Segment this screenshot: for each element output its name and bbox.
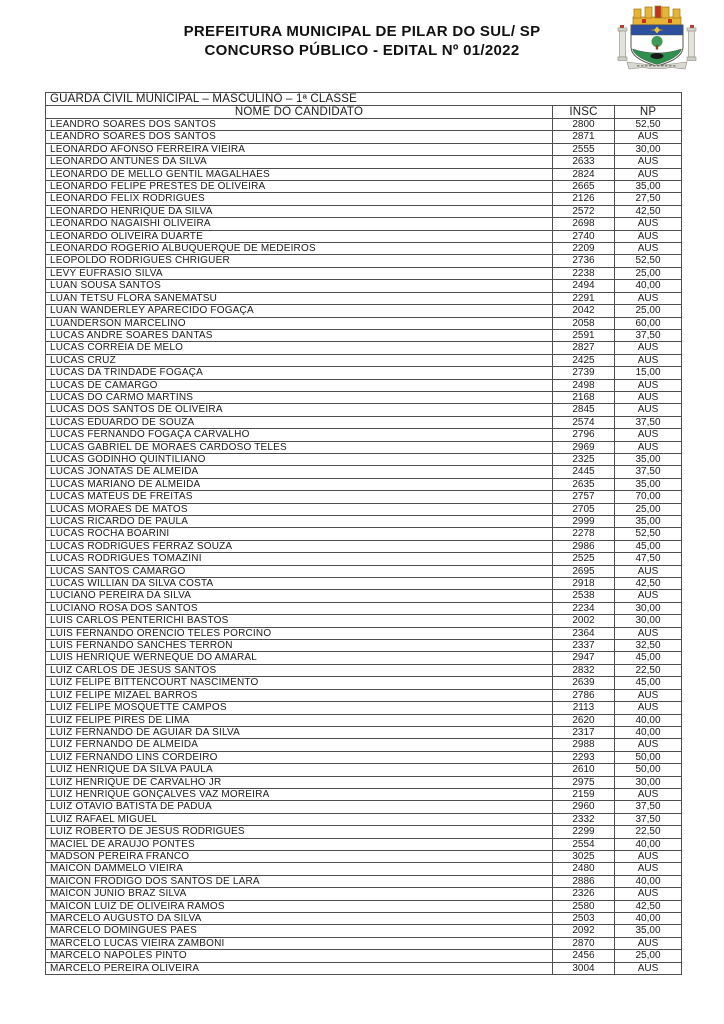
np-cell: 40,00 xyxy=(615,913,682,925)
insc-cell: 2635 xyxy=(553,478,615,490)
np-cell: AUS xyxy=(615,342,682,354)
np-cell: 60,00 xyxy=(615,317,682,329)
insc-cell: 2325 xyxy=(553,453,615,465)
candidate-name-cell: LUCAS ANDRE SOARES DANTAS xyxy=(46,329,553,341)
candidate-name-cell: LUIZ FELIPE BITTENCOURT NASCIMENTO xyxy=(46,677,553,689)
insc-cell: 2886 xyxy=(553,875,615,887)
insc-cell: 2975 xyxy=(553,776,615,788)
coat-of-arms-icon xyxy=(617,5,697,75)
insc-cell: 3025 xyxy=(553,850,615,862)
insc-cell: 2456 xyxy=(553,950,615,962)
insc-cell: 2238 xyxy=(553,267,615,279)
np-cell: 25,00 xyxy=(615,267,682,279)
candidate-name-cell: LUCIANO ROSA DOS SANTOS xyxy=(46,602,553,614)
insc-cell: 2786 xyxy=(553,689,615,701)
candidate-name-cell: LEONARDO NAGAISHI OLIVEIRA xyxy=(46,218,553,230)
np-cell: 25,00 xyxy=(615,503,682,515)
np-cell: 40,00 xyxy=(615,280,682,292)
table-row xyxy=(46,652,682,664)
table-row xyxy=(46,391,682,403)
table-row xyxy=(46,503,682,515)
table-row xyxy=(46,478,682,490)
crest-crown xyxy=(633,6,681,25)
np-cell: AUS xyxy=(615,230,682,242)
insc-cell: 2871 xyxy=(553,131,615,143)
table-row xyxy=(46,491,682,503)
candidate-name-cell: MARCELO DOMINGUES PAES xyxy=(46,925,553,937)
candidate-name-cell: LEOPOLDO RODRIGUES CHRIGUER xyxy=(46,255,553,267)
insc-cell: 2796 xyxy=(553,429,615,441)
candidate-name-cell: LUIZ OTAVIO BATISTA DE PADUA xyxy=(46,801,553,813)
insc-cell: 2113 xyxy=(553,702,615,714)
table-row xyxy=(46,267,682,279)
np-cell: 37,50 xyxy=(615,801,682,813)
np-cell: 32,50 xyxy=(615,640,682,652)
np-cell: 37,50 xyxy=(615,813,682,825)
candidate-name-cell: LUCAS MARIANO DE ALMEIDA xyxy=(46,478,553,490)
candidate-name-cell: LUCAS SANTOS CAMARGO xyxy=(46,565,553,577)
candidate-name-cell: LUCIANO PEREIRA DA SILVA xyxy=(46,590,553,602)
table-row xyxy=(46,553,682,565)
candidate-name-cell: LEONARDO ANTUNES DA SILVA xyxy=(46,156,553,168)
table-row xyxy=(46,590,682,602)
table-row xyxy=(46,925,682,937)
table-row xyxy=(46,205,682,217)
candidate-name-cell: MARCELO LUCAS VIEIRA ZAMBONI xyxy=(46,937,553,949)
np-cell: AUS xyxy=(615,788,682,800)
candidate-name-cell: LEONARDO HENRIQUE DA SILVA xyxy=(46,205,553,217)
candidate-name-cell: LEONARDO AFONSO FERREIRA VIEIRA xyxy=(46,143,553,155)
candidate-name-cell: LUIZ FERNANDO LINS CORDEIRO xyxy=(46,751,553,763)
candidate-name-cell: LUIZ FELIPE MIZAEL BARROS xyxy=(46,689,553,701)
table-row xyxy=(46,962,682,974)
table-row xyxy=(46,243,682,255)
insc-cell: 2740 xyxy=(553,230,615,242)
table-row xyxy=(46,143,682,155)
section-header-row xyxy=(46,93,682,106)
insc-cell: 2126 xyxy=(553,193,615,205)
table-row xyxy=(46,466,682,478)
candidate-name-cell: LUCAS RODRIGUES FERRAZ SOUZA xyxy=(46,540,553,552)
results-table xyxy=(45,92,682,975)
np-cell: 25,00 xyxy=(615,950,682,962)
candidate-name-cell: LEONARDO FELIX RODRIGUES xyxy=(46,193,553,205)
table-row xyxy=(46,441,682,453)
candidate-name-cell: LUIS FERNANDO SANCHES TERRON xyxy=(46,640,553,652)
insc-cell: 2480 xyxy=(553,863,615,875)
insc-cell: 2503 xyxy=(553,913,615,925)
np-cell: AUS xyxy=(615,565,682,577)
candidate-name-cell: LUIS HENRIQUE WERNEQUE DO AMARAL xyxy=(46,652,553,664)
np-cell: 30,00 xyxy=(615,143,682,155)
insc-cell: 2291 xyxy=(553,292,615,304)
candidate-name-cell: MARCELO NAPOLES PINTO xyxy=(46,950,553,962)
candidate-name-cell: MAICON JUNIO BRAZ SILVA xyxy=(46,888,553,900)
insc-cell: 2042 xyxy=(553,305,615,317)
candidate-name-cell: MAICON DAMMELO VIEIRA xyxy=(46,863,553,875)
np-cell: AUS xyxy=(615,131,682,143)
np-cell: 35,00 xyxy=(615,453,682,465)
table-row xyxy=(46,367,682,379)
table-row xyxy=(46,677,682,689)
table-row xyxy=(46,342,682,354)
np-cell: AUS xyxy=(615,702,682,714)
table-row xyxy=(46,193,682,205)
insc-cell: 2299 xyxy=(553,826,615,838)
candidate-name-cell: LUCAS DOS SANTOS DE OLIVEIRA xyxy=(46,404,553,416)
table-row xyxy=(46,354,682,366)
table-row xyxy=(46,900,682,912)
insc-cell: 2278 xyxy=(553,528,615,540)
insc-cell: 2999 xyxy=(553,516,615,528)
insc-cell: 2757 xyxy=(553,491,615,503)
insc-cell: 2620 xyxy=(553,714,615,726)
table-row xyxy=(46,764,682,776)
candidate-name-cell: LUCAS DO CARMO MARTINS xyxy=(46,391,553,403)
table-row xyxy=(46,751,682,763)
np-cell: 27,50 xyxy=(615,193,682,205)
candidate-name-cell: LEONARDO ROGERIO ALBUQUERQUE DE MEDEIROS xyxy=(46,243,553,255)
np-cell: AUS xyxy=(615,888,682,900)
np-cell: 45,00 xyxy=(615,652,682,664)
np-cell: AUS xyxy=(615,379,682,391)
np-cell: AUS xyxy=(615,850,682,862)
candidate-name-cell: LEANDRO SOARES DOS SANTOS xyxy=(46,131,553,143)
np-cell: AUS xyxy=(615,739,682,751)
insc-cell: 2554 xyxy=(553,838,615,850)
insc-cell: 2824 xyxy=(553,168,615,180)
section-header: GUARDA CIVIL MUNICIPAL – MASCULINO – 1ª CLASSE xyxy=(46,93,682,106)
insc-cell: 2610 xyxy=(553,764,615,776)
insc-cell: 2736 xyxy=(553,255,615,267)
insc-cell: 2988 xyxy=(553,739,615,751)
page-title-line1: PREFEITURA MUNICIPAL DE PILAR DO SUL/ SP xyxy=(183,23,541,40)
table-row xyxy=(46,888,682,900)
insc-cell: 2591 xyxy=(553,329,615,341)
candidate-name-cell: MARCELO AUGUSTO DA SILVA xyxy=(46,913,553,925)
table-row xyxy=(46,218,682,230)
candidate-name-cell: LUCAS DE CAMARGO xyxy=(46,379,553,391)
np-cell: 47,50 xyxy=(615,553,682,565)
insc-cell: 2293 xyxy=(553,751,615,763)
candidate-name-cell: MACIEL DE ARAÚJO PONTES xyxy=(46,838,553,850)
insc-cell: 2639 xyxy=(553,677,615,689)
np-cell: 22,50 xyxy=(615,826,682,838)
insc-cell: 2555 xyxy=(553,143,615,155)
table-row xyxy=(46,329,682,341)
insc-cell: 2168 xyxy=(553,391,615,403)
table-row xyxy=(46,528,682,540)
table-row xyxy=(46,875,682,887)
candidate-name-cell: MARCELO PEREIRA OLIVEIRA xyxy=(46,962,553,974)
candidate-name-cell: LUCAS MATEUS DE FREITAS xyxy=(46,491,553,503)
candidate-name-cell: LUAN TETSU FLORA SANEMATSU xyxy=(46,292,553,304)
table-row xyxy=(46,379,682,391)
table-row xyxy=(46,181,682,193)
table-row xyxy=(46,714,682,726)
np-cell: AUS xyxy=(615,292,682,304)
table-row xyxy=(46,119,682,131)
np-cell: 52,50 xyxy=(615,119,682,131)
np-cell: 40,00 xyxy=(615,875,682,887)
page-title-line2: CONCURSO PÚBLICO - EDITAL Nº 01/2022 xyxy=(204,42,520,59)
candidate-name-cell: LEVY EUFRASIO SILVA xyxy=(46,267,553,279)
candidate-name-cell: MADSON PEREIRA FRANCO xyxy=(46,850,553,862)
np-cell: 35,00 xyxy=(615,925,682,937)
table-row xyxy=(46,702,682,714)
table-row xyxy=(46,156,682,168)
candidate-name-cell: LUIZ FELIPE PIRES DE LIMA xyxy=(46,714,553,726)
candidate-name-cell: LUIZ HENRIQUE DA SILVA PAULA xyxy=(46,764,553,776)
np-cell: 50,00 xyxy=(615,751,682,763)
table-row xyxy=(46,850,682,862)
insc-cell: 2800 xyxy=(553,119,615,131)
np-cell: 30,00 xyxy=(615,776,682,788)
insc-cell: 2574 xyxy=(553,416,615,428)
np-cell: 30,00 xyxy=(615,602,682,614)
candidate-name-cell: LUCAS DA TRINDADE FOGAÇA xyxy=(46,367,553,379)
table-row xyxy=(46,416,682,428)
candidate-name-cell: MAICON FRODIGO DOS SANTOS DE LARA xyxy=(46,875,553,887)
np-cell: AUS xyxy=(615,218,682,230)
insc-cell: 2845 xyxy=(553,404,615,416)
insc-cell: 2332 xyxy=(553,813,615,825)
np-cell: AUS xyxy=(615,441,682,453)
np-cell: AUS xyxy=(615,863,682,875)
table-row xyxy=(46,788,682,800)
np-cell: AUS xyxy=(615,243,682,255)
candidate-name-cell: LUCAS ROCHA BOARINI xyxy=(46,528,553,540)
crest-shield xyxy=(631,25,683,66)
table-row xyxy=(46,317,682,329)
candidate-name-cell: LUIS CARLOS PENTERICHI BASTOS xyxy=(46,615,553,627)
insc-cell: 3004 xyxy=(553,962,615,974)
candidate-name-cell: LUIZ HENRIQUE GONÇALVES VAZ MOREIRA xyxy=(46,788,553,800)
insc-cell: 2633 xyxy=(553,156,615,168)
table-row xyxy=(46,230,682,242)
np-cell: 30,00 xyxy=(615,615,682,627)
candidate-name-cell: LUCAS RICARDO DE PAULA xyxy=(46,516,553,528)
candidate-name-cell: LUIZ HENRIQUE DE CARVALHO JR xyxy=(46,776,553,788)
insc-cell: 2739 xyxy=(553,367,615,379)
results-tbody xyxy=(46,119,682,975)
np-cell: AUS xyxy=(615,937,682,949)
candidate-name-cell: LUIZ FERNANDO DE AGUIAR DA SILVA xyxy=(46,726,553,738)
np-cell: AUS xyxy=(615,590,682,602)
insc-cell: 2870 xyxy=(553,937,615,949)
insc-cell: 2525 xyxy=(553,553,615,565)
table-row xyxy=(46,826,682,838)
table-row xyxy=(46,726,682,738)
candidate-name-cell: LUCAS EDUARDO DE SOUZA xyxy=(46,416,553,428)
np-cell: 25,00 xyxy=(615,305,682,317)
insc-cell: 2317 xyxy=(553,726,615,738)
table-row xyxy=(46,305,682,317)
np-cell: 35,00 xyxy=(615,516,682,528)
table-row xyxy=(46,429,682,441)
col-header-candidate-name: NOME DO CANDIDATO xyxy=(46,106,553,119)
table-row xyxy=(46,913,682,925)
col-header-insc: INSC xyxy=(553,106,615,119)
table-row xyxy=(46,615,682,627)
np-cell: AUS xyxy=(615,627,682,639)
candidate-name-cell: LUAN WANDERLEY APARECIDO FOGAÇA xyxy=(46,305,553,317)
np-cell: 45,00 xyxy=(615,677,682,689)
np-cell: 42,50 xyxy=(615,205,682,217)
insc-cell: 2538 xyxy=(553,590,615,602)
insc-cell: 2960 xyxy=(553,801,615,813)
np-cell: AUS xyxy=(615,689,682,701)
np-cell: 42,50 xyxy=(615,900,682,912)
np-cell: 52,50 xyxy=(615,528,682,540)
candidate-name-cell: LUIZ CARLOS DE JESUS SANTOS xyxy=(46,664,553,676)
np-cell: 50,00 xyxy=(615,764,682,776)
candidate-name-cell: LUCAS JONATAS DE ALMEIDA xyxy=(46,466,553,478)
table-row xyxy=(46,578,682,590)
np-cell: 40,00 xyxy=(615,726,682,738)
table-row xyxy=(46,950,682,962)
insc-cell: 2698 xyxy=(553,218,615,230)
table-row xyxy=(46,627,682,639)
np-cell: 37,50 xyxy=(615,416,682,428)
table-row xyxy=(46,664,682,676)
table-row xyxy=(46,937,682,949)
table-row xyxy=(46,453,682,465)
insc-cell: 2705 xyxy=(553,503,615,515)
table-row xyxy=(46,838,682,850)
insc-cell: 2159 xyxy=(553,788,615,800)
candidate-name-cell: LUCAS GODINHO QUINTILIANO xyxy=(46,453,553,465)
np-cell: 52,50 xyxy=(615,255,682,267)
np-cell: 35,00 xyxy=(615,181,682,193)
table-row xyxy=(46,776,682,788)
table-row xyxy=(46,540,682,552)
candidate-name-cell: LUCAS FERNANDO FOGAÇA CARVALHO xyxy=(46,429,553,441)
candidate-name-cell: LUCAS RODRIGUES TOMAZINI xyxy=(46,553,553,565)
insc-cell: 2947 xyxy=(553,652,615,664)
np-cell: 40,00 xyxy=(615,838,682,850)
np-cell: AUS xyxy=(615,354,682,366)
insc-cell: 2695 xyxy=(553,565,615,577)
table-row xyxy=(46,516,682,528)
table-row xyxy=(46,292,682,304)
insc-cell: 2827 xyxy=(553,342,615,354)
table-row xyxy=(46,565,682,577)
np-cell: AUS xyxy=(615,962,682,974)
insc-cell: 2918 xyxy=(553,578,615,590)
table-row xyxy=(46,168,682,180)
insc-cell: 2445 xyxy=(553,466,615,478)
candidate-name-cell: LUANDERSON MARCELINO xyxy=(46,317,553,329)
table-row xyxy=(46,131,682,143)
np-cell: AUS xyxy=(615,429,682,441)
table-row xyxy=(46,255,682,267)
candidate-name-cell: LUCAS CORREIA DE MELO xyxy=(46,342,553,354)
np-cell: 15,00 xyxy=(615,367,682,379)
insc-cell: 2665 xyxy=(553,181,615,193)
table-row xyxy=(46,640,682,652)
insc-cell: 2498 xyxy=(553,379,615,391)
insc-cell: 2494 xyxy=(553,280,615,292)
table-row xyxy=(46,602,682,614)
insc-cell: 2425 xyxy=(553,354,615,366)
candidate-name-cell: LUAN SOUSA SANTOS xyxy=(46,280,553,292)
candidate-name-cell: LEONARDO OLIVEIRA DUARTE xyxy=(46,230,553,242)
insc-cell: 2572 xyxy=(553,205,615,217)
np-cell: 37,50 xyxy=(615,466,682,478)
col-header-np: NP xyxy=(615,106,682,119)
candidate-name-cell: LUIZ RAFAEL MIGUEL xyxy=(46,813,553,825)
page-header xyxy=(0,22,724,60)
candidate-name-cell: LUIZ ROBERTO DE JESUS RODRIGUES xyxy=(46,826,553,838)
candidate-name-cell: LEONARDO DE MELLO GENTIL MAGALHÃES xyxy=(46,168,553,180)
np-cell: 42,50 xyxy=(615,578,682,590)
np-cell: 37,50 xyxy=(615,329,682,341)
np-cell: AUS xyxy=(615,156,682,168)
table-row xyxy=(46,404,682,416)
insc-cell: 2364 xyxy=(553,627,615,639)
np-cell: 45,00 xyxy=(615,540,682,552)
candidate-name-cell: LEONARDO FELIPE PRESTES DE OLIVEIRA xyxy=(46,181,553,193)
table-row xyxy=(46,813,682,825)
table-row xyxy=(46,280,682,292)
candidate-name-cell: LUCAS MORAES DE MATOS xyxy=(46,503,553,515)
insc-cell: 2234 xyxy=(553,602,615,614)
np-cell: AUS xyxy=(615,404,682,416)
insc-cell: 2209 xyxy=(553,243,615,255)
candidate-name-cell: LUIS FERNANDO ORENCIO TELES PORCINO xyxy=(46,627,553,639)
np-cell: AUS xyxy=(615,391,682,403)
insc-cell: 2337 xyxy=(553,640,615,652)
np-cell: 70,00 xyxy=(615,491,682,503)
np-cell: 40,00 xyxy=(615,714,682,726)
candidate-name-cell: LUCAS CRUZ xyxy=(46,354,553,366)
insc-cell: 2986 xyxy=(553,540,615,552)
candidate-name-cell: LUCAS GABRIEL DE MORAES CARDOSO TELES xyxy=(46,441,553,453)
insc-cell: 2058 xyxy=(553,317,615,329)
table-row xyxy=(46,739,682,751)
insc-cell: 2326 xyxy=(553,888,615,900)
table-row xyxy=(46,801,682,813)
table-row xyxy=(46,689,682,701)
candidate-name-cell: LUIZ FERNANDO DE ALMEIDA xyxy=(46,739,553,751)
candidate-name-cell: LUCAS WILLIAN DA SILVA COSTA xyxy=(46,578,553,590)
table-row xyxy=(46,863,682,875)
insc-cell: 2002 xyxy=(553,615,615,627)
column-header-row xyxy=(46,106,682,119)
np-cell: AUS xyxy=(615,168,682,180)
insc-cell: 2580 xyxy=(553,900,615,912)
np-cell: 22,50 xyxy=(615,664,682,676)
candidate-name-cell: MAICON LUIZ DE OLIVEIRA RAMOS xyxy=(46,900,553,912)
np-cell: 35,00 xyxy=(615,478,682,490)
insc-cell: 2092 xyxy=(553,925,615,937)
insc-cell: 2969 xyxy=(553,441,615,453)
candidate-name-cell: LEANDRO SOARES DOS SANTOS xyxy=(46,119,553,131)
candidate-name-cell: LUIZ FELIPE MOSQUETTE CAMPOS xyxy=(46,702,553,714)
insc-cell: 2832 xyxy=(553,664,615,676)
